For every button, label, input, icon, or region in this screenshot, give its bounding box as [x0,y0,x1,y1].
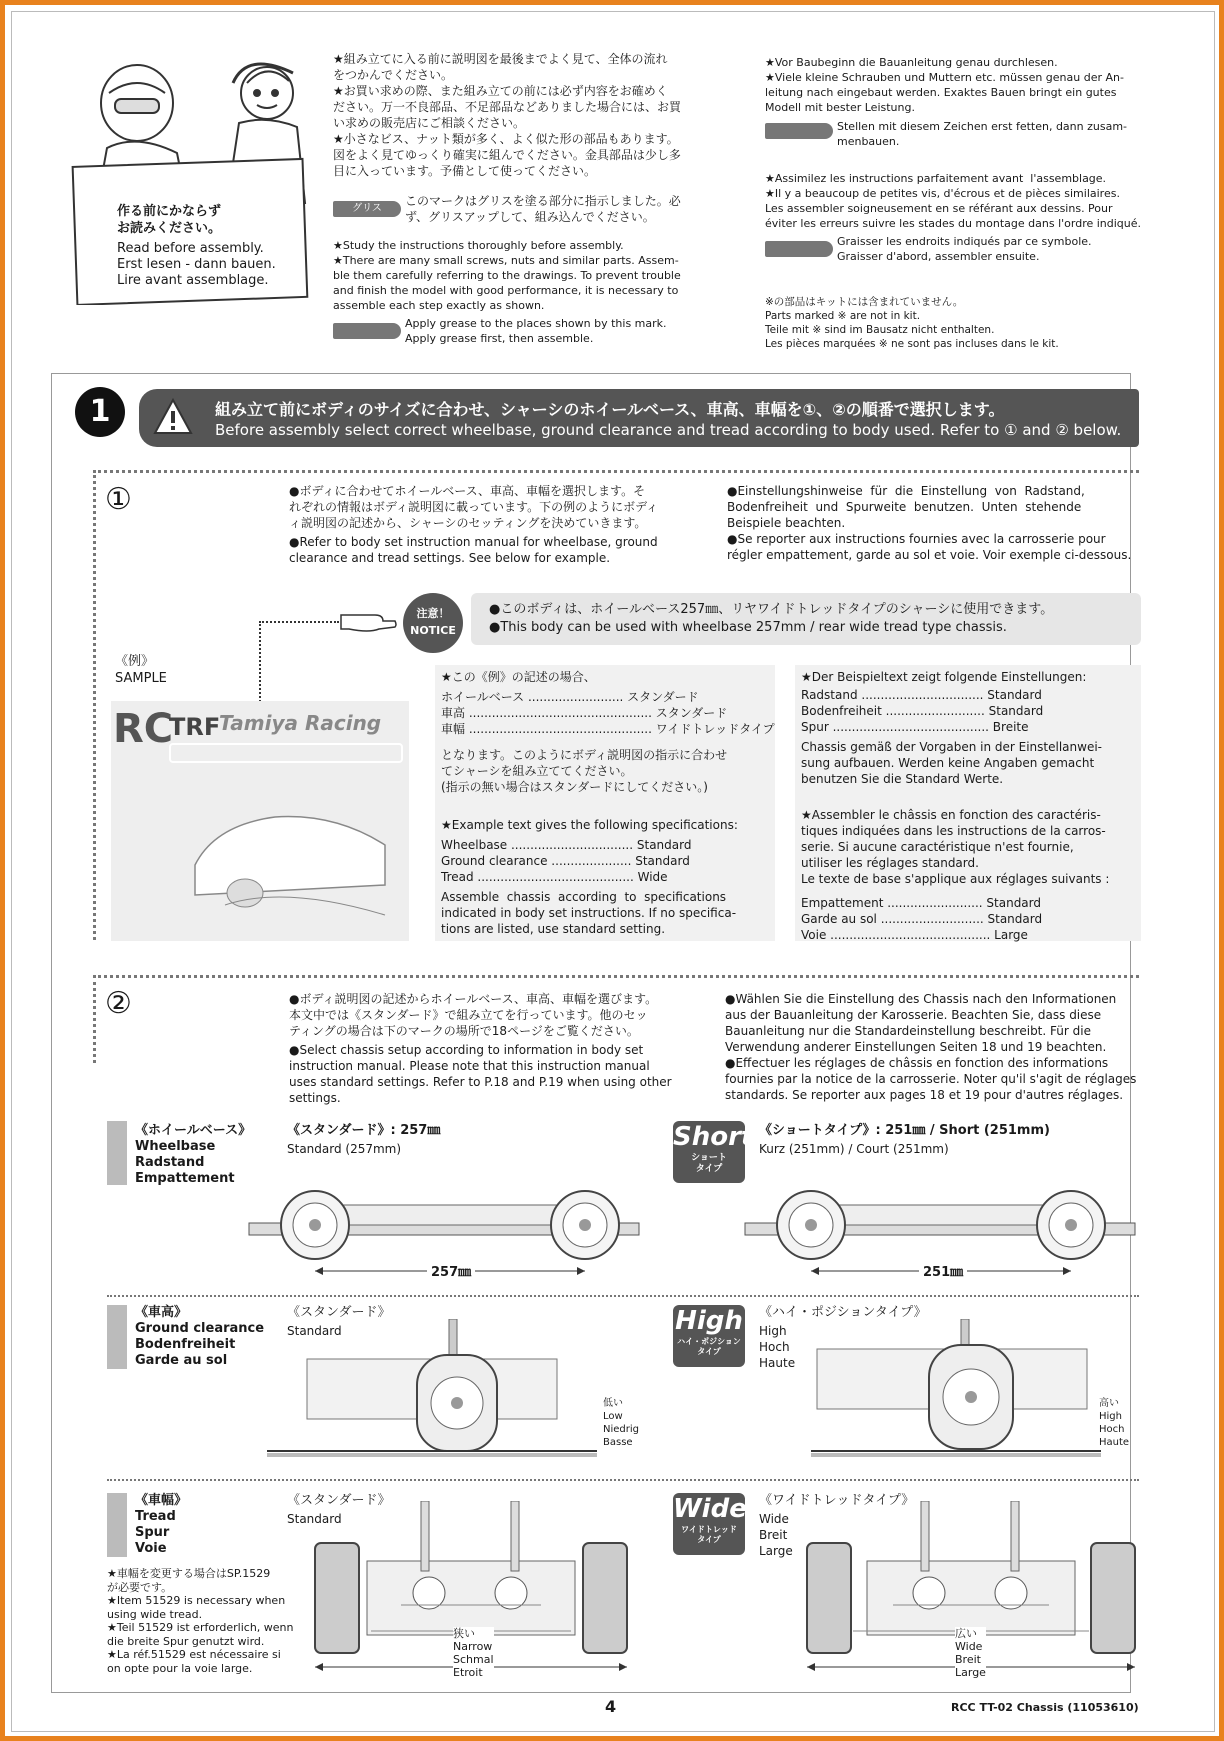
example-jp-rows: ホイールベース ......................... スタンダード 車高 ................................................ スタンダード 車幅 ................................................ ワイドトレッドタイプ [441,690,775,736]
pointing-hand-icon [339,605,399,635]
high-tag [673,1305,745,1367]
row-divider [107,1479,1139,1481]
sample-rc-logo: RC [113,706,174,752]
example-en-rows: Wheelbase ................................ Standard Ground clearance ..................... Standard Tread ......................................... Wide [441,838,692,884]
read-first-badge-en: Read before assembly. Erst lesen - dann bauen. Lire avant assemblage. [117,241,276,288]
tread-std-title: 《スタンダード》 [287,1493,391,1508]
tread-alt-sub: Wide Breit Large [759,1512,793,1558]
section2-marker: ② [105,986,132,1021]
short-tag-sub: ショート タイプ [691,1153,727,1174]
ground-alt-note: 高い High Hoch Haute [1099,1398,1130,1448]
grease-mark-icon [765,241,833,257]
grease-mark-icon [765,123,833,139]
read-first-badge-jp: 作る前にかならず お読みください。 [117,204,222,236]
tread-note: ★車幅を変更する場合はSP.1529 が必要です。 ★Item 51529 is necessary when using wide tread. ★Teil 51529 ist erforderlich, wenn die breite Spur genutzt wird. ★La réf.51529 est nécessaire si on opte pour la voie large. [107,1567,294,1675]
page-number: 4 [605,1697,617,1716]
grease-mark-icon: グリス [333,201,401,217]
section2-en: ●Select chassis setup according to information in body set instruction manual. Please note that this instruction manual uses standard settings. Refer to P.18 and P.19 when using other settings. [289,1043,672,1105]
step-title-en: Before assembly select correct wheelbase, ground clearance and tread according to body used. Refer to ① and ② below. [215,421,1122,439]
section2-de: ●Wählen Sie die Einstellung des Chassis nach den Informationen aus der Bauanleitung der Karosserie. Beachten Sie, dass diese Bauanleitung nur die Standardeinstellung beschreibt. Für die Verwendung anderer Einstellungen Seiten 18 und 19 beachten. [725,992,1117,1054]
wheelbase-alt-dimension: 251㎜ [919,1261,967,1280]
row-marker [107,1305,127,1369]
intro-fr-grease: Graisser les endroits indiqués par ce symbole. Graisser d'abord, assembler ensuite. [837,235,1092,263]
wide-tag-text: Wide [673,1494,747,1524]
not-included-note: ※の部品はキットには含まれていません。 Parts marked ※ are not in kit. Teile mit ※ sind im Bausatz nicht enthalten. Les pièces marquées ※ ne sont pas incluses dans le kit. [765,296,1059,350]
sample-trf-logo: TRF [169,713,221,741]
section2-divider-left [93,975,96,1063]
short-tag [673,1121,754,1183]
grease-mark-icon [333,323,401,339]
sample-brand: Tamiya Racing [219,711,382,735]
example-en-tail: Assemble chassis according to specifications indicated in body set instructions. If no specifica- tions are listed, use standard setting. [441,890,737,936]
ground-std-note: 低い Low Niedrig Basse [603,1398,639,1448]
notice-jp: ●このボディは、ホイールベース257㎜、リヤワイドトレッドタイプのシャーシに使用できます。 [489,602,1054,617]
step-number: 1 [75,387,125,437]
intro-fr-text: ★Assimilez les instructions parfaitement avant l'assemblage. ★Il y a beaucoup de petites vis, d'écrous et de pièces similaires. Les assembler soigneusement en se référant aux dessins. Pour éviter les erreurs suivre les stades du montage dans l'ordre indiqué. [765,172,1142,230]
high-tag-sub: ハイ・ポジション タイプ [677,1337,741,1356]
ground-alt-sub: High Hoch Haute [759,1324,796,1370]
sample-label: 《例》 SAMPLE [115,654,167,686]
ground-std-title: 《スタンダード》 [287,1305,391,1320]
manual-code: RCC TT-02 Chassis (11053610) [951,1701,1139,1714]
wheelbase-std-title: 《スタンダード》: 257㎜ [287,1123,441,1138]
wide-tag [673,1493,745,1555]
example-jp-head: ★この《例》の記述の場合、 [441,670,596,684]
tread-alt-note: 広い Wide Breit Large [955,1627,986,1679]
intro-de-grease: Stellen mit diesem Zeichen erst fetten, dann zusam- menbauen. [837,120,1128,148]
sample-car-drawing [185,785,395,935]
example-en-head: ★Example text gives the following specifications: [441,818,738,832]
wheelbase-alt-sub: Kurz (251mm) / Court (251mm) [759,1142,949,1156]
intro-jp-grease: このマークはグリスを塗る部分に指示しました。必 ず、グリスアップして、組み込んでください。 [405,194,681,224]
tread-std-note: 狭い Narrow Schmal Etroit [453,1627,494,1679]
section2-divider [93,975,1139,978]
row-marker [107,1493,127,1557]
intro-en-grease: Apply grease to the places shown by this mark. Apply grease first, then assemble. [405,317,667,345]
pointer-line [259,621,339,625]
step-title-bar [139,389,1139,447]
section1-en: ●Refer to body set instruction manual for wheelbase, ground clearance and tread settings. See below for example. [289,535,658,565]
tread-label: 《車幅》 Tread Spur Voie [135,1493,188,1556]
short-tag-text: Short [673,1122,754,1152]
high-tag-text: High [675,1306,743,1336]
step-title-jp: 組み立て前にボディのサイズに合わせ、シャーシのホイールベース、車高、車幅を①、②の順番で選択します。 [215,400,1005,419]
example-de-head: ★Der Beispieltext zeigt folgende Einstellungen: [801,670,1087,684]
section2-jp: ●ボディ説明図の記述からホイールベース、車高、車幅を選びます。 本文中では《スタンダード》で組み立てを行っています。他のセッ ティングの場合は下のマークの場所で18ページをご覧ください。 [289,992,658,1038]
example-fr-head: ★Assembler le châssis en fonction des caractéris- tiques indiquées dans les instructions de la carros- serie. Si aucune caractéristique n'est fournie, utiliser les réglages standard. Le texte de base s'applique aux réglages suivants : [801,808,1110,886]
ground-standard-drawing [267,1319,597,1467]
row-divider [107,1295,1139,1297]
example-jp-tail: となります。このようにボディ説明図の指示に合わせ てシャーシを組み立ててください。 (指示の無い場合はスタンダードにしてください。) [441,748,728,794]
ground-label: 《車高》 Ground clearance Bodenfreiheit Garde au sol [135,1305,265,1368]
notice-bar [471,593,1141,645]
tread-std-sub: Standard [287,1512,342,1526]
section1-divider [93,470,1139,473]
ground-alt-title: 《ハイ・ポジションタイプ》 [759,1305,927,1320]
intro-de-text: ★Vor Baubeginn die Bauanleitung genau durchlesen. ★Viele kleine Schrauben und Muttern etc. müssen genau der An- leitung nach eingebaut werden. Exaktes Bauen bringt ein gutes Modell mit bester Leistung. [765,56,1124,114]
section2-fr: ●Effectuer les réglages de châssis en fonction des informations fournies par la notice de la carrosserie. Noter qu'il s'agit de réglages standards. Se reporter aux pages 18 et 19 pour d'autres réglages. [725,1056,1137,1102]
wheelbase-label: 《ホイールベース》 Wheelbase Radstand Empattement [135,1123,252,1186]
wheelbase-std-sub: Standard (257mm) [287,1142,402,1156]
section1-divider-left [93,470,96,940]
tread-alt-title: 《ワイドトレッドタイプ》 [759,1493,915,1508]
example-de-tail: Chassis gemäß der Vorgaben in der Einstellanwei- sung aufbauen. Werden keine Angaben gemacht benutzen Sie die Standard Werte. [801,740,1102,786]
ground-high-drawing [811,1319,1101,1467]
notice-badge: 注意！ NOTICE [403,593,463,653]
section1-de: ●Einstellungshinweise für die Einstellung von Radstand, Bodenfreiheit und Spurweite benutzen. Unten stehende Beispiele beachten. [727,484,1085,530]
wide-tag-sub: ワイドトレッド タイプ [681,1525,737,1544]
sample-highlight [169,743,403,763]
ground-std-sub: Standard [287,1324,342,1338]
wheelbase-alt-title: 《ショートタイプ》: 251㎜ / Short (251mm) [759,1123,1050,1138]
wheelbase-std-dimension: 257㎜ [427,1261,475,1280]
warning-icon [153,397,193,437]
row-marker [107,1121,127,1185]
section1-jp: ●ボディに合わせてホイールベース、車高、車幅を選択します。そ れぞれの情報はボディ説明図に載っています。下の例のようにボディ ィ説明図の記述から、シャーシのセッティングを決めていきます。 [289,484,659,530]
example-fr-rows: Empattement ......................... Standard Garde au sol ........................... Standard Voie .......................................... Large [801,896,1043,942]
section1-marker: ① [105,482,132,517]
intro-en-text: ★Study the instructions thoroughly before assembly. ★There are many small screws, nuts and similar parts. Assem- ble them carefully referring to the drawings. To prevent trouble and finish the model with good performance, it is necessary to assemble each step exactly as shown. [333,239,681,312]
example-de-rows: Radstand ................................ Standard Bodenfreiheit .......................... Standard Spur ......................................... Breite [801,688,1044,734]
notice-en: ●This body can be used with wheelbase 257mm / rear wide tread type chassis. [489,620,1007,635]
section1-fr: ●Se reporter aux instructions fournies avec la carrosserie pour régler empattement, garde au sol et voie. Voir exemple ci-dessous. [727,532,1132,562]
intro-jp-text: ★組み立てに入る前に説明図を最後までよく見て、全体の流れ をつかんでください。 ★お買い求めの際、また組み立ての前には必ず内容をお確めく ださい。万一不良部品、不足部品などありました場合には、お買 い求めの販売店にご相談ください。 ★小さなビス、ナット類が多く、よく似た形の部品もあります。 図をよく見てゆっくり確実に組んでください。金具部品は少し多 目に入っています。予備として使ってください。 [333,52,682,178]
